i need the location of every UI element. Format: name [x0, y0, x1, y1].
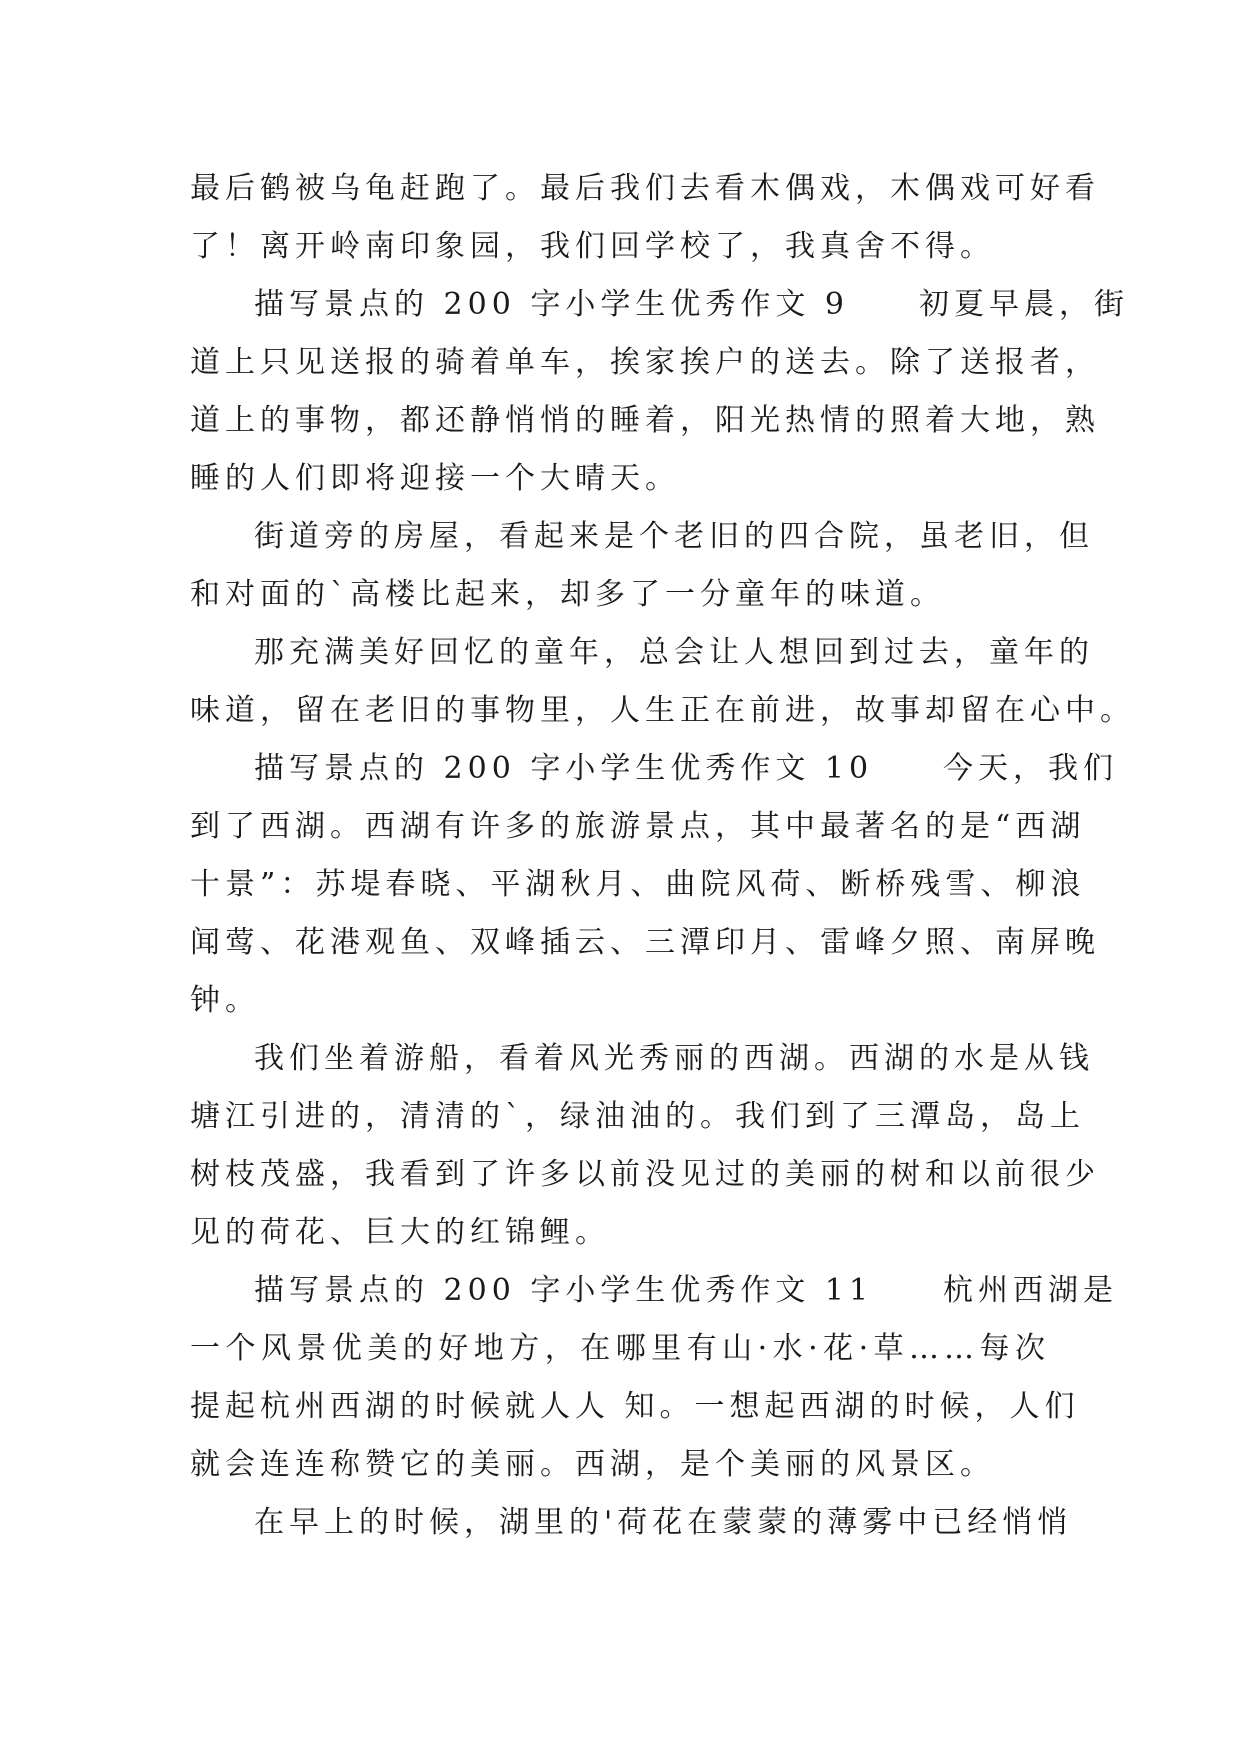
paragraph-first-line: 街道旁的房屋，看起来是个老旧的四合院，虽老旧，但: [254, 519, 1094, 554]
document-body: [190, 160, 1135, 1552]
text-line: 了！离开岭南印象园，我们回学校了，我真舍不得。: [190, 229, 995, 264]
paragraph-first-line: 在早上的时候，湖里的'荷花在蒙蒙的薄雾中已经悄悄: [254, 1505, 1073, 1540]
text-line: 提起杭州西湖的时候就人人 知。一想起西湖的时候，人们: [190, 1389, 1080, 1424]
paragraph-first-line: 那充满美好回忆的童年，总会让人想回到过去，童年的: [254, 635, 1094, 670]
text-line: 到了西湖。西湖有许多的旅游景点，其中最著名的是“西湖: [190, 809, 1086, 844]
text-line: 塘江引进的，清清的`，绿油油的。我们到了三潭岛，岛上: [190, 1099, 1085, 1134]
text-line: 味道，留在老旧的事物里，人生正在前进，故事却留在心中。: [190, 693, 1135, 728]
text-line: 见的荷花、巨大的红锦鲤。: [190, 1215, 610, 1250]
text-line: 睡的人们即将迎接一个大晴天。: [190, 461, 680, 496]
text-line: 道上只见送报的骑着单车，挨家挨户的送去。除了送报者，: [190, 345, 1100, 380]
text-line: 一个风景优美的好地方，在哪里有山·水·花·草……每次: [190, 1331, 1050, 1366]
text-line: 就会连连称赞它的美丽。西湖，是个美丽的风景区。: [190, 1447, 995, 1482]
text-line: 树枝茂盛，我看到了许多以前没见过的美丽的树和以前很少: [190, 1157, 1100, 1192]
text-line: 钟。: [190, 983, 260, 1018]
essay-heading-line: 描写景点的 200 字小学生优秀作文 9 初夏早晨，街: [254, 287, 1129, 322]
text-line: 和对面的`高楼比起来，却多了一分童年的味道。: [190, 577, 945, 612]
text-line: 十景”：苏堤春晓、平湖秋月、曲院风荷、断桥残雪、柳浪: [190, 867, 1086, 902]
paragraph-first-line: 我们坐着游船，看着风光秀丽的西湖。西湖的水是从钱: [254, 1041, 1094, 1076]
text-line: 最后鹤被乌龟赶跑了。最后我们去看木偶戏，木偶戏可好看: [190, 171, 1100, 206]
text-line: 闻莺、花港观鱼、双峰插云、三潭印月、雷峰夕照、南屏晚: [190, 925, 1100, 960]
essay-heading-line: 描写景点的 200 字小学生优秀作文 10 今天，我们: [254, 751, 1119, 786]
text-line: 道上的事物，都还静悄悄的睡着，阳光热情的照着大地，熟: [190, 403, 1100, 438]
essay-heading-line: 描写景点的 200 字小学生优秀作文 11 杭州西湖是: [254, 1273, 1119, 1308]
